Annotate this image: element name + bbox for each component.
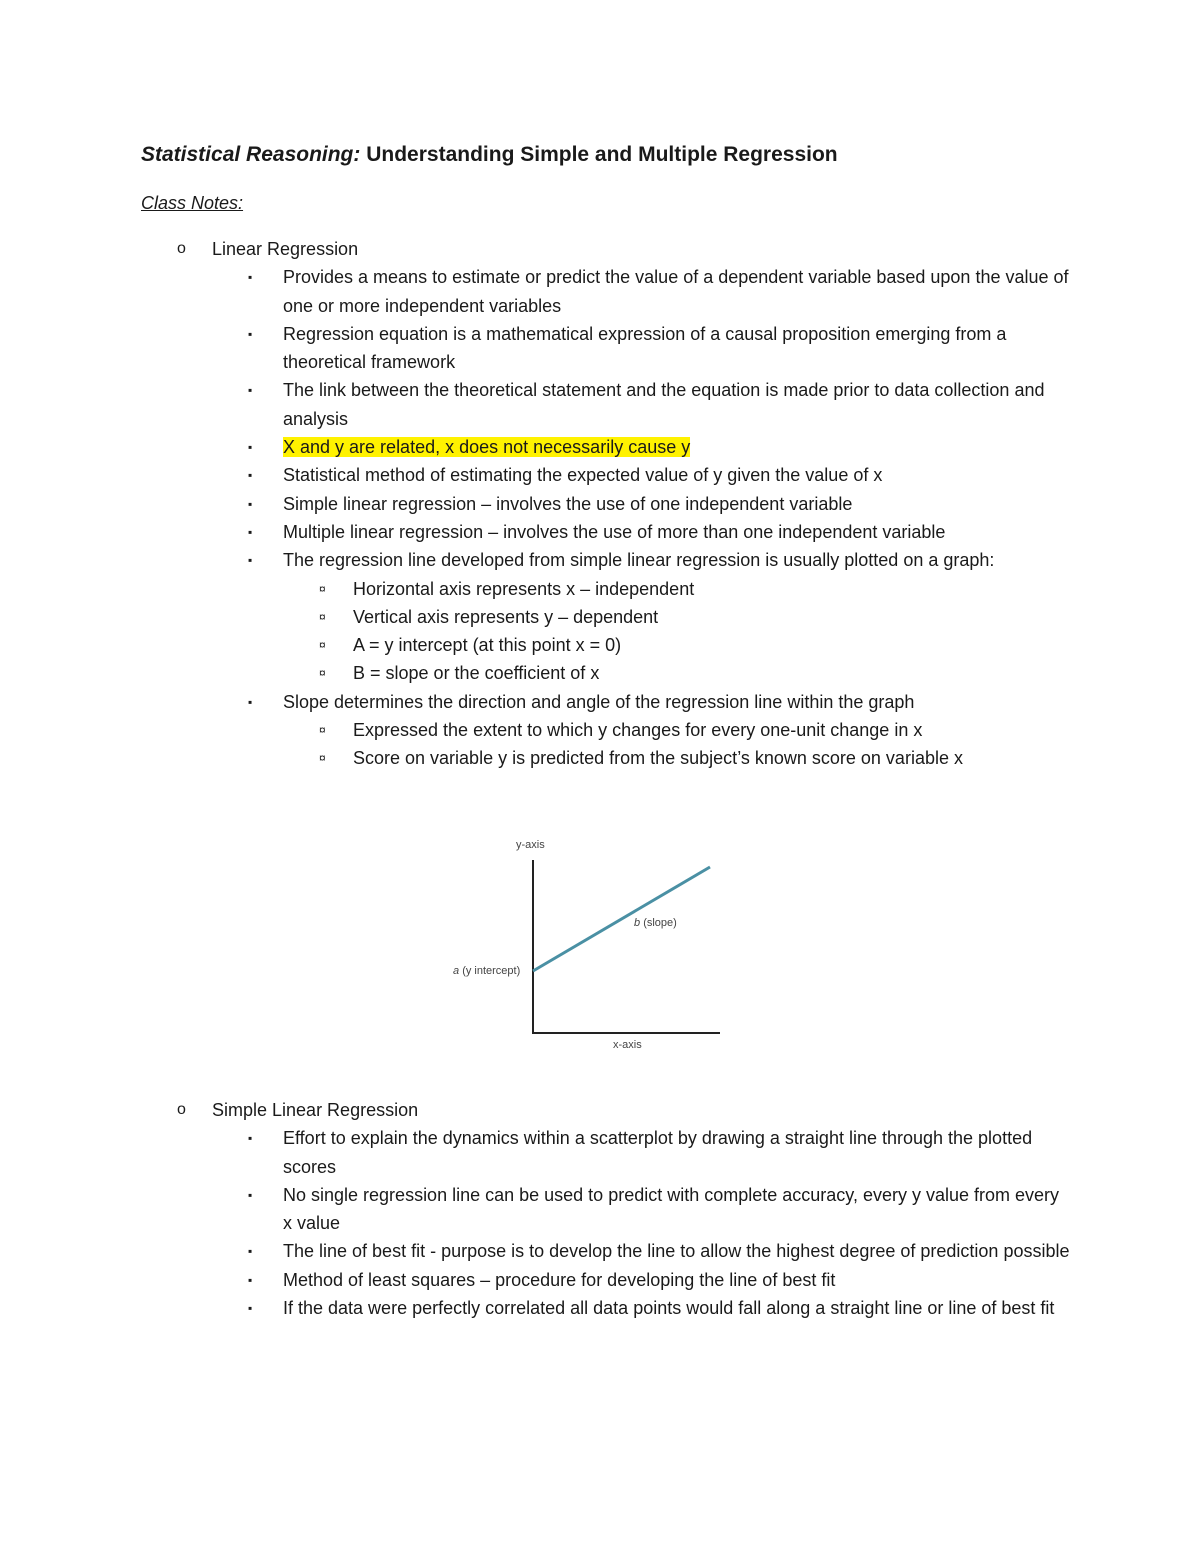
bullet-marker: ▪ xyxy=(248,270,253,285)
item-text: Horizontal axis represents x – independent xyxy=(353,578,695,599)
sub-list-item xyxy=(0,575,1200,603)
list-item-highlighted xyxy=(0,433,1073,461)
sub-list-item xyxy=(0,659,1200,687)
bullet-marker: ¤ xyxy=(319,751,326,766)
bullet-marker: ▪ xyxy=(248,1244,253,1259)
item-text: If the data were perfectly correlated all data points would fall along a straight line or line of best fit xyxy=(283,1298,1055,1319)
item-text: A = y intercept (at this point x = 0) xyxy=(353,635,622,656)
sub-list-item xyxy=(0,716,1200,744)
item-text: Provides a means to estimate or predict the value of a dependent variable based upon the value of one or more independent variables xyxy=(283,267,1069,316)
intercept-letter: a xyxy=(453,965,460,977)
bullet-marker: ▪ xyxy=(248,524,253,539)
list-item xyxy=(0,546,1073,574)
bullet-marker: ▪ xyxy=(248,553,253,568)
sub-list-item xyxy=(0,603,1200,631)
list-item xyxy=(0,518,1073,546)
item-text: The line of best fit - purpose is to develop the line to allow the highest degree of prediction possible xyxy=(283,1241,1070,1262)
bullet-marker: ¤ xyxy=(319,723,326,738)
simple-linear-regression-heading xyxy=(0,1096,1200,1124)
bullet-marker: ¤ xyxy=(319,666,326,681)
page-title xyxy=(141,143,838,167)
item-text: The regression line developed from simple linear regression is usually plotted on a graph: xyxy=(283,550,995,571)
item-text: Method of least squares – procedure for developing the line of best fit xyxy=(283,1269,836,1290)
list-item xyxy=(0,376,1073,433)
regression-line xyxy=(533,867,710,971)
list-item xyxy=(0,1124,1073,1181)
simple-linear-regression-section xyxy=(0,1096,1200,1322)
item-text: Effort to explain the dynamics within a scatterplot by drawing a straight line through the plotted scores xyxy=(283,1128,1033,1177)
bullet-marker: o xyxy=(177,240,186,257)
bullet-marker: o xyxy=(177,1101,186,1118)
slope-letter: b xyxy=(634,917,641,929)
item-text: Regression equation is a mathematical expression of a causal proposition emerging from a theoretical framework xyxy=(283,323,1007,373)
item-text: Vertical axis represents y – dependent xyxy=(353,606,659,627)
item-text: Expressed the extent to which y changes for every one-unit change in x xyxy=(353,720,923,741)
heading-text: Simple Linear Regression xyxy=(212,1100,419,1120)
item-text: Multiple linear regression – involves the use of more than one independent variable xyxy=(283,521,946,542)
class-notes-heading: Class Notes: xyxy=(141,193,244,213)
slope-text: (slope) xyxy=(643,917,677,929)
bullet-marker: ▪ xyxy=(248,694,253,709)
list-item xyxy=(0,263,1073,320)
list-item xyxy=(0,461,1073,489)
bullet-marker: ¤ xyxy=(319,581,326,596)
x-axis-label: x-axis xyxy=(613,1039,642,1051)
item-text: Simple linear regression – involves the use of one independent variable xyxy=(283,493,853,514)
list-item xyxy=(0,1181,1073,1238)
bullet-marker: ¤ xyxy=(319,638,326,653)
bullet-marker: ▪ xyxy=(248,1272,253,1287)
item-text: B = slope or the coefficient of x xyxy=(353,663,600,684)
item-text: Score on variable y is predicted from the subject’s known score on variable x xyxy=(353,748,963,769)
intercept-label xyxy=(453,965,520,977)
sub-list-item xyxy=(0,631,1200,659)
bullet-marker: ▪ xyxy=(248,1131,253,1146)
slope-label xyxy=(634,917,677,929)
bullet-marker: ▪ xyxy=(248,1301,253,1316)
linear-regression-section xyxy=(0,235,1200,773)
list-item xyxy=(0,1294,1073,1322)
bullet-marker: ¤ xyxy=(319,609,326,624)
item-text: The link between the theoretical statement and the equation is made prior to data collection and analysis xyxy=(283,380,1045,429)
bullet-marker: ▪ xyxy=(248,440,253,455)
bullet-marker: ▪ xyxy=(248,383,253,398)
list-item xyxy=(0,1266,1073,1294)
item-text: Slope determines the direction and angle of the regression line within the graph xyxy=(283,691,915,712)
list-item xyxy=(0,490,1073,518)
y-axis-label: y-axis xyxy=(516,839,545,851)
bullet-marker: ▪ xyxy=(248,496,253,511)
item-text: No single regression line can be used to predict with complete accuracy, every y value from every x value xyxy=(283,1184,1060,1234)
bullet-marker: ▪ xyxy=(248,1187,253,1202)
bullet-marker: ▪ xyxy=(248,326,253,341)
highlighted-text: X and y are related, x does not necessarily cause y xyxy=(283,437,691,458)
item-text: Statistical method of estimating the expected value of y given the value of x xyxy=(283,465,883,486)
title-italic: Statistical Reasoning: xyxy=(141,143,361,166)
title-rest: Understanding Simple and Multiple Regression xyxy=(360,143,838,166)
list-item xyxy=(0,1237,1073,1265)
sub-list-item xyxy=(0,744,1200,772)
regression-line-diagram xyxy=(440,830,740,1055)
linear-regression-heading xyxy=(0,235,1200,263)
intercept-text: (y intercept) xyxy=(462,965,521,977)
list-item xyxy=(0,320,1073,377)
bullet-marker: ▪ xyxy=(248,468,253,483)
list-item xyxy=(0,688,1073,716)
heading-text: Linear Regression xyxy=(212,239,359,259)
